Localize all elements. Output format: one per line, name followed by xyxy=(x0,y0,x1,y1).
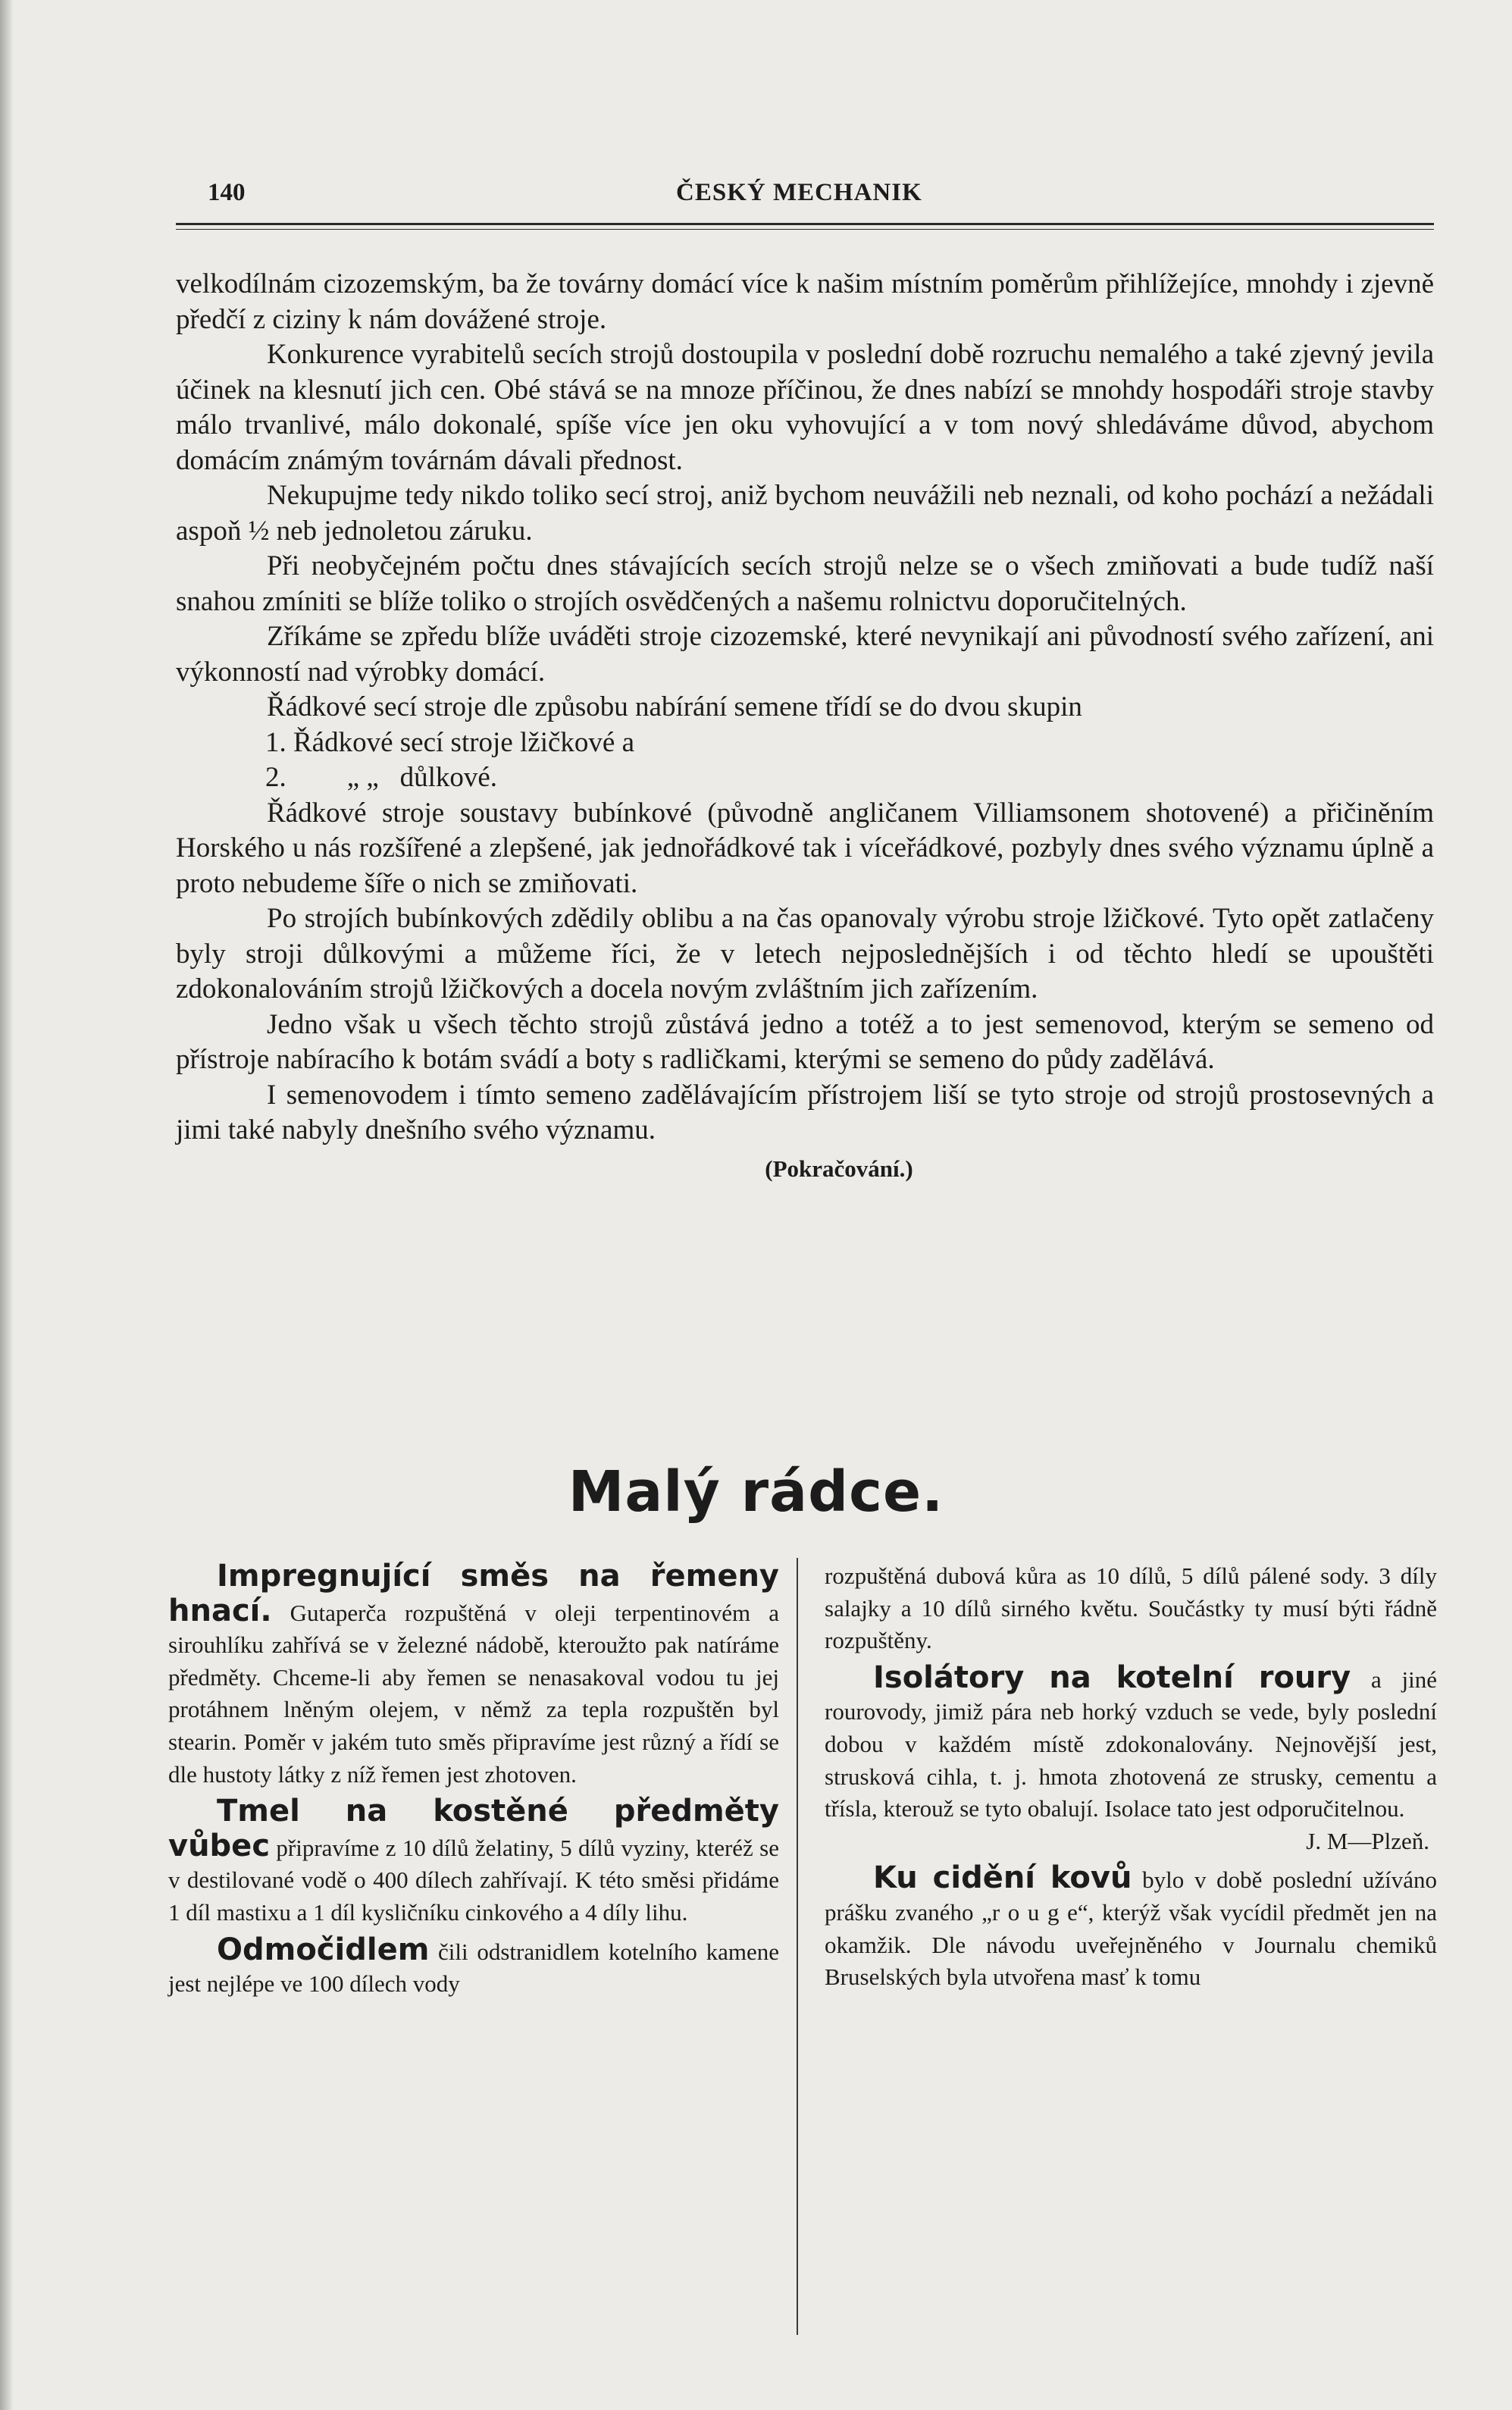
tip-heading: Isolátory na kotelní roury xyxy=(873,1659,1351,1695)
list-text: důlkové. xyxy=(399,762,498,793)
article-paragraph: Řádkové secí stroje dle způsobu nabírání semene třídí se do dvou skupin xyxy=(267,691,1082,722)
tip-text: Gutaperča rozpuštěná v oleji terpentinovém a sirouhlíku zahřívá se v železné nádobě, kteroužto pak natíráme předměty. Chceme-li aby řemen se nenasakoval vodou tu jej protáhnem lněným olejem, v němž za tepla rozpuštěn byl stearin. Poměr v jakém tuto směs připravíme jest různý a řídí se dle hustoty látky z níž řemen jest zhotoven. xyxy=(168,1599,779,1788)
article-paragraph: Jedno však u všech těchto strojů zůstává jedno a totéž a to jest semenovod, kterým se semeno od přístroje nabíracího k botám svádí a boty s radličkami, kterými se semeno do půdy zadělává. xyxy=(176,1008,1434,1075)
list-item: 1. Řádkové secí stroje lžičkové a xyxy=(265,726,634,758)
tip-heading: Tmel na kostěné předměty vůbec xyxy=(168,1794,779,1863)
signature: J. M—Plzeň. xyxy=(1306,1827,1429,1854)
right-column xyxy=(825,1560,1437,1994)
article-paragraph: velkodílnám cizozemským, ba že továrny domácí více k našim místním poměrům přihlížejíce, mnohdy i zjevně předčí z ciziny k nám dovážené stroje. xyxy=(176,268,1434,335)
page-edge-shadow xyxy=(0,0,14,2410)
article-paragraph: Po strojích bubínkových zdědily oblibu a na čas opanovaly výrobu stroje lžičkové. Tyto opět zatlačeny byly stroji důlkovými a můžeme říci, že v letech nejposlednějších i od těchto hledí se upouštěti zdokonalováním strojů lžičkových a docela novým zvláštním jich zařízením. xyxy=(176,903,1434,1004)
article-paragraph: Řádkové stroje soustavy bubínkové (původně angličanem Villiamsonem shotovené) a přičiněním Horského u nás rozšířené a zlepšené, jak jednořádkové tak i víceřádkové, pozbyly dnes svého významu úplně a proto nebudeme šíře o nich se zmiňovati. xyxy=(176,797,1434,899)
list-item xyxy=(176,760,1434,796)
tip-text: bylo v době poslední užíváno prášku zvaného „r o u g e“, kterýž však vycídil předmět jen na okamžik. Dle návodu uveřejněného v Journalu chemiků Bruselských byla utvořena masť k tomu xyxy=(825,1866,1437,1991)
article-paragraph: Při neobyčejném počtu dnes stávajících secích strojů nelze se o všech zmiňovati a bude tudíž naší snahou zmíniti se blíže toliko o strojích osvědčených a našemu rolnictvu doporučitelných. xyxy=(176,550,1434,617)
header-rule-thin xyxy=(176,229,1434,230)
article-paragraph: Nekupujme tedy nikdo toliko secí stroj, aniž bychom neuvážili neb neznali, od koho pochází a nežádali aspoň ½ neb jednoletou záruku. xyxy=(176,480,1434,547)
column-divider xyxy=(797,1558,798,2335)
tip-text: rozpuštěná dubová kůra as 10 dílů, 5 dílů pálené sody. 3 díly salajky a 10 dílů sirného květu. Součástky ty musí býti řádně rozpuštěny. xyxy=(825,1562,1437,1654)
article-body xyxy=(176,267,1434,1186)
ditto-marks: „ „ xyxy=(346,762,379,793)
left-column xyxy=(168,1560,779,2001)
page-number: 140 xyxy=(208,179,246,206)
running-title: ČESKÝ MECHANIK xyxy=(676,179,922,206)
article-paragraph: I semenovodem i tímto semeno zadělávajícím přístrojem liší se tyto stroje od strojů prostosevných a jimi také nabyly dnešního svého významu. xyxy=(176,1079,1434,1145)
tip-text: připravíme z 10 dílů želatiny, 5 dílů vyziny, kteréž se v destilované vodě o 400 dílech zahřívají. K této směsi přidáme 1 díl mastixu a 1 díl kysličníku cinkového a 4 díly lihu. xyxy=(168,1834,779,1926)
article-paragraph: Zříkáme se zpředu blíže uváděti stroje cizozemské, které nevynikají ani původností svého zařízení, ani výkonností nad výrobky domácí. xyxy=(176,621,1434,688)
tip-text: čili odstranidlem kotelního kamene jest nejlépe ve 100 dílech vody xyxy=(168,1938,779,1998)
tip-entry xyxy=(168,1795,779,1929)
tip-entry xyxy=(825,1862,1437,1993)
section-title: Malý rádce. xyxy=(568,1459,944,1525)
continuation-note: (Pokračování.) xyxy=(765,1155,913,1182)
header-rule-thick xyxy=(176,223,1434,225)
tip-heading: Odmočidlem xyxy=(217,1932,430,1967)
tip-entry xyxy=(168,1560,779,1791)
tip-heading: Ku cidění kovů xyxy=(873,1860,1132,1896)
tip-heading: Impregnující směs na řemeny hnací. xyxy=(168,1559,779,1628)
list-number: 2. xyxy=(265,762,286,793)
tip-entry xyxy=(825,1659,1437,1826)
tip-text: a jiné rourovody, jimiž pára neb horký vzduch se vede, byly poslední dobou v každém místě zdokonalovány. Nejnovější jest, strusková cihla, t. j. hmota zhotovená ze strusky, cementu a třísla, kterouž se tyto obalují. Isolace tato jest odporučitelnou. xyxy=(825,1666,1437,1822)
article-paragraph: Konkurence vyrabitelů secích strojů dostoupila v poslední době rozruchu nemalého a také zjevný jevila účinek na klesnutí jich cen. Obé stává se na mnoze příčinou, že dnes nabízí se mnohdy hospodáři stroje stavby málo trvanlivé, málo dokonalé, spíše více jen oku vyhovující a v tom nový shledáváme důvod, abychom domácím známým továrnám dávali přednost. xyxy=(176,339,1434,476)
tip-entry xyxy=(168,1934,779,2001)
running-header xyxy=(176,179,1434,217)
